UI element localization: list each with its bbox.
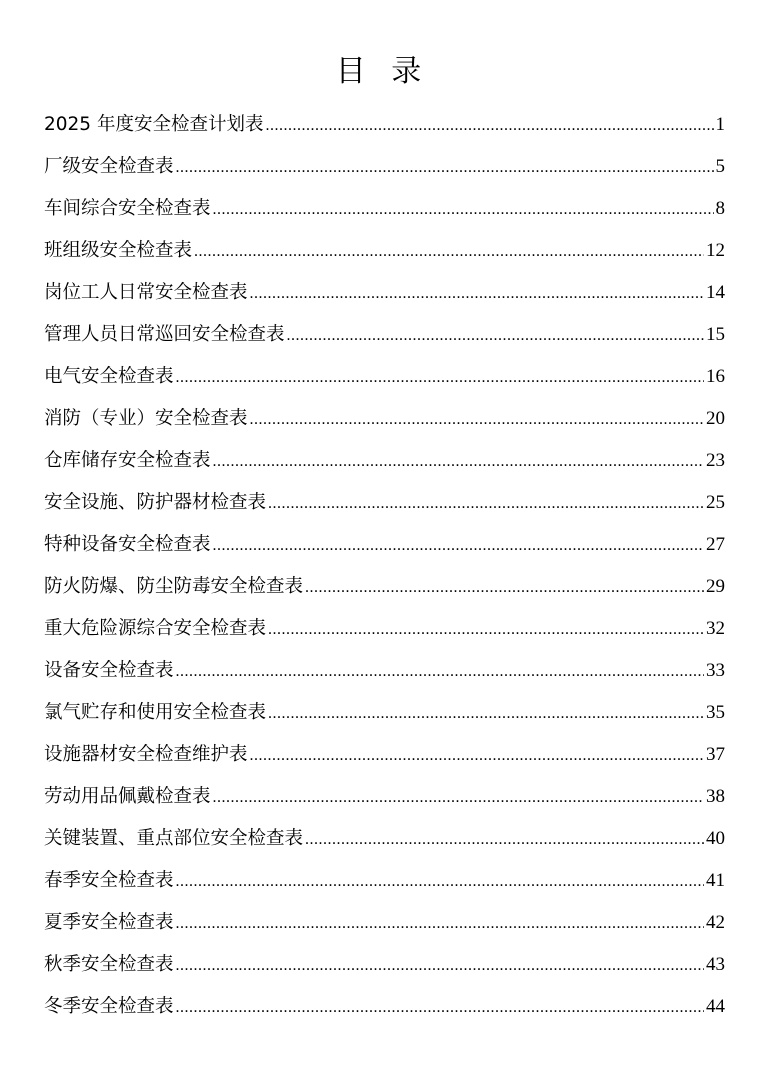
toc-dot-leader [176,903,704,945]
toc-dot-leader [268,609,704,651]
toc-entry-page: 25 [706,492,725,513]
toc-entry-label: 仓库储存安全检查表 [44,450,211,471]
toc-entry[interactable] [44,650,725,692]
toc-entry-label: 氯气贮存和使用安全检查表 [44,702,267,723]
toc-dot-leader [194,231,704,273]
table-of-contents [44,104,725,1028]
toc-entry[interactable] [44,314,725,356]
toc-entry-label: 冬季安全检查表 [44,996,174,1017]
page-title: 目 录 [335,54,430,89]
toc-entry-page: 15 [706,324,725,345]
toc-entry-page: 29 [706,576,725,597]
toc-entry-page: 1 [715,114,725,135]
toc-entry-label: 春季安全检查表 [44,870,174,891]
toc-dot-leader [213,189,714,231]
toc-dot-leader [213,777,704,819]
toc-entry-page: 43 [706,954,725,975]
toc-entry-label: 厂级安全检查表 [44,156,174,177]
toc-entry[interactable] [44,146,725,188]
toc-entry-page: 41 [706,870,725,891]
toc-entry-label: 岗位工人日常安全检查表 [44,282,248,303]
toc-dot-leader [213,441,704,483]
toc-entry-label: 车间综合安全检查表 [44,198,211,219]
toc-entry[interactable] [44,104,725,146]
toc-entry[interactable] [44,566,725,608]
toc-entry[interactable] [44,986,725,1028]
toc-dot-leader [305,819,704,861]
toc-dot-leader [265,105,713,147]
toc-entry-label: 安全设施、防护器材检查表 [44,492,267,513]
toc-entry[interactable] [44,188,725,230]
toc-entry-page: 20 [706,408,725,429]
toc-dot-leader [176,651,704,693]
toc-dot-leader [268,693,704,735]
toc-entry-page: 35 [706,702,725,723]
toc-entry[interactable] [44,818,725,860]
toc-dot-leader [213,525,704,567]
toc-entry-page: 40 [706,828,725,849]
toc-entry-label: 电气安全检查表 [44,366,174,387]
toc-entry-label: 重大危险源综合安全检查表 [44,618,267,639]
toc-entry-label: 关键装置、重点部位安全检查表 [44,828,304,849]
toc-entry-label: 管理人员日常巡回安全检查表 [44,324,285,345]
toc-entry-page: 14 [706,282,725,303]
toc-dot-leader [176,945,704,987]
toc-dot-leader [250,399,704,441]
toc-entry-page: 8 [715,198,725,219]
toc-entry[interactable] [44,272,725,314]
toc-entry[interactable] [44,356,725,398]
toc-dot-leader [176,357,704,399]
toc-entry-page: 12 [706,240,725,261]
toc-entry-label: 消防（专业）安全检查表 [44,408,248,429]
toc-dot-leader [176,861,704,903]
toc-dot-leader [287,315,704,357]
toc-entry[interactable] [44,860,725,902]
toc-entry[interactable] [44,608,725,650]
toc-entry[interactable] [44,482,725,524]
toc-dot-leader [268,483,704,525]
toc-entry[interactable] [44,524,725,566]
toc-entry[interactable] [44,440,725,482]
toc-entry-label: 班组级安全检查表 [44,240,193,261]
toc-entry-page: 37 [706,744,725,765]
toc-dot-leader [250,273,704,315]
toc-entry-page: 38 [706,786,725,807]
toc-entry-label: 2025 年度安全检查计划表 [44,114,264,135]
toc-entry[interactable] [44,734,725,776]
toc-entry-page: 16 [706,366,725,387]
toc-entry-page: 27 [706,534,725,555]
toc-entry-label: 夏季安全检查表 [44,912,174,933]
toc-dot-leader [305,567,704,609]
toc-entry-page: 32 [706,618,725,639]
toc-entry-label: 劳动用品佩戴检查表 [44,786,211,807]
toc-entry-page: 5 [715,156,725,177]
toc-entry-label: 防火防爆、防尘防毒安全检查表 [44,576,304,597]
toc-dot-leader [176,987,704,1029]
toc-entry-label: 秋季安全检查表 [44,954,174,975]
toc-entry[interactable] [44,398,725,440]
toc-entry[interactable] [44,944,725,986]
toc-dot-leader [176,147,714,189]
toc-entry-label: 设施器材安全检查维护表 [44,744,248,765]
toc-entry-label: 特种设备安全检查表 [44,534,211,555]
toc-dot-leader [250,735,704,777]
toc-entry-page: 42 [706,912,725,933]
toc-entry[interactable] [44,692,725,734]
toc-entry-label: 设备安全检查表 [44,660,174,681]
toc-entry-page: 33 [706,660,725,681]
toc-entry[interactable] [44,776,725,818]
toc-entry-page: 44 [706,996,725,1017]
toc-entry[interactable] [44,230,725,272]
toc-entry[interactable] [44,902,725,944]
toc-entry-page: 23 [706,450,725,471]
